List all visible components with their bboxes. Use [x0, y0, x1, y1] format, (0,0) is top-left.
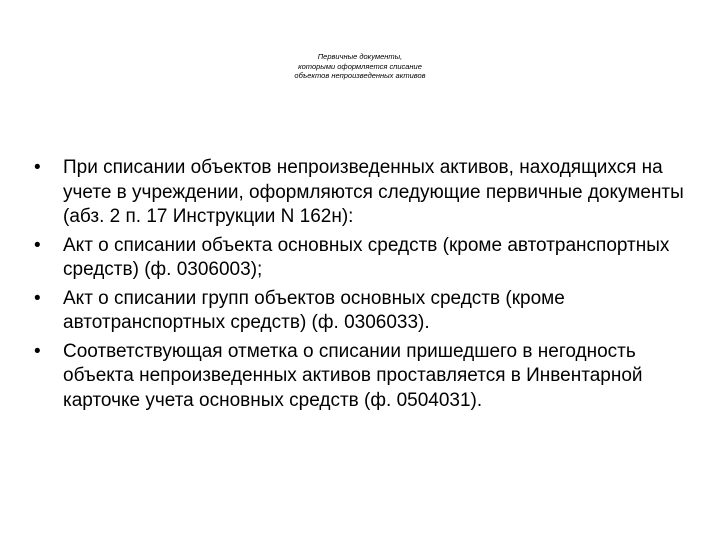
bullet-text: Соответствующая отметка о списании пришедшего в негодность объекта непроизведенных активов проставляется в Инвентарной карточке учета основных средств (ф. 0504031).	[63, 340, 643, 411]
bullet-text: Акт о списании объекта основных средств (кроме автотранспортных средств) (ф. 0306003);	[63, 234, 670, 280]
title-line-3: объектов непроизведенных активов	[294, 71, 426, 80]
title-line-1: Первичные документы,	[317, 52, 403, 61]
bullet-item	[32, 287, 692, 336]
bullet-item	[32, 156, 692, 230]
bullet-icon: •	[34, 157, 41, 178]
slide-title	[0, 52, 720, 81]
bullet-item	[32, 234, 692, 283]
bullet-text: При списании объектов непроизведенных активов, находящихся на учете в учреждении, оформляются следующие первичные документы (абз. 2 п. 17 Инструкции N 162н):	[63, 157, 684, 227]
title-line-2: которыми оформляется списание	[298, 61, 422, 71]
bullet-item	[32, 340, 692, 414]
bullet-icon: •	[34, 234, 41, 256]
bullet-list	[32, 156, 692, 417]
bullet-icon: •	[34, 287, 41, 309]
bullet-text: Акт о списании групп объектов основных средств (кроме автотранспортных средств) (ф. 0306033).	[63, 287, 565, 333]
bullet-icon: •	[34, 340, 41, 362]
